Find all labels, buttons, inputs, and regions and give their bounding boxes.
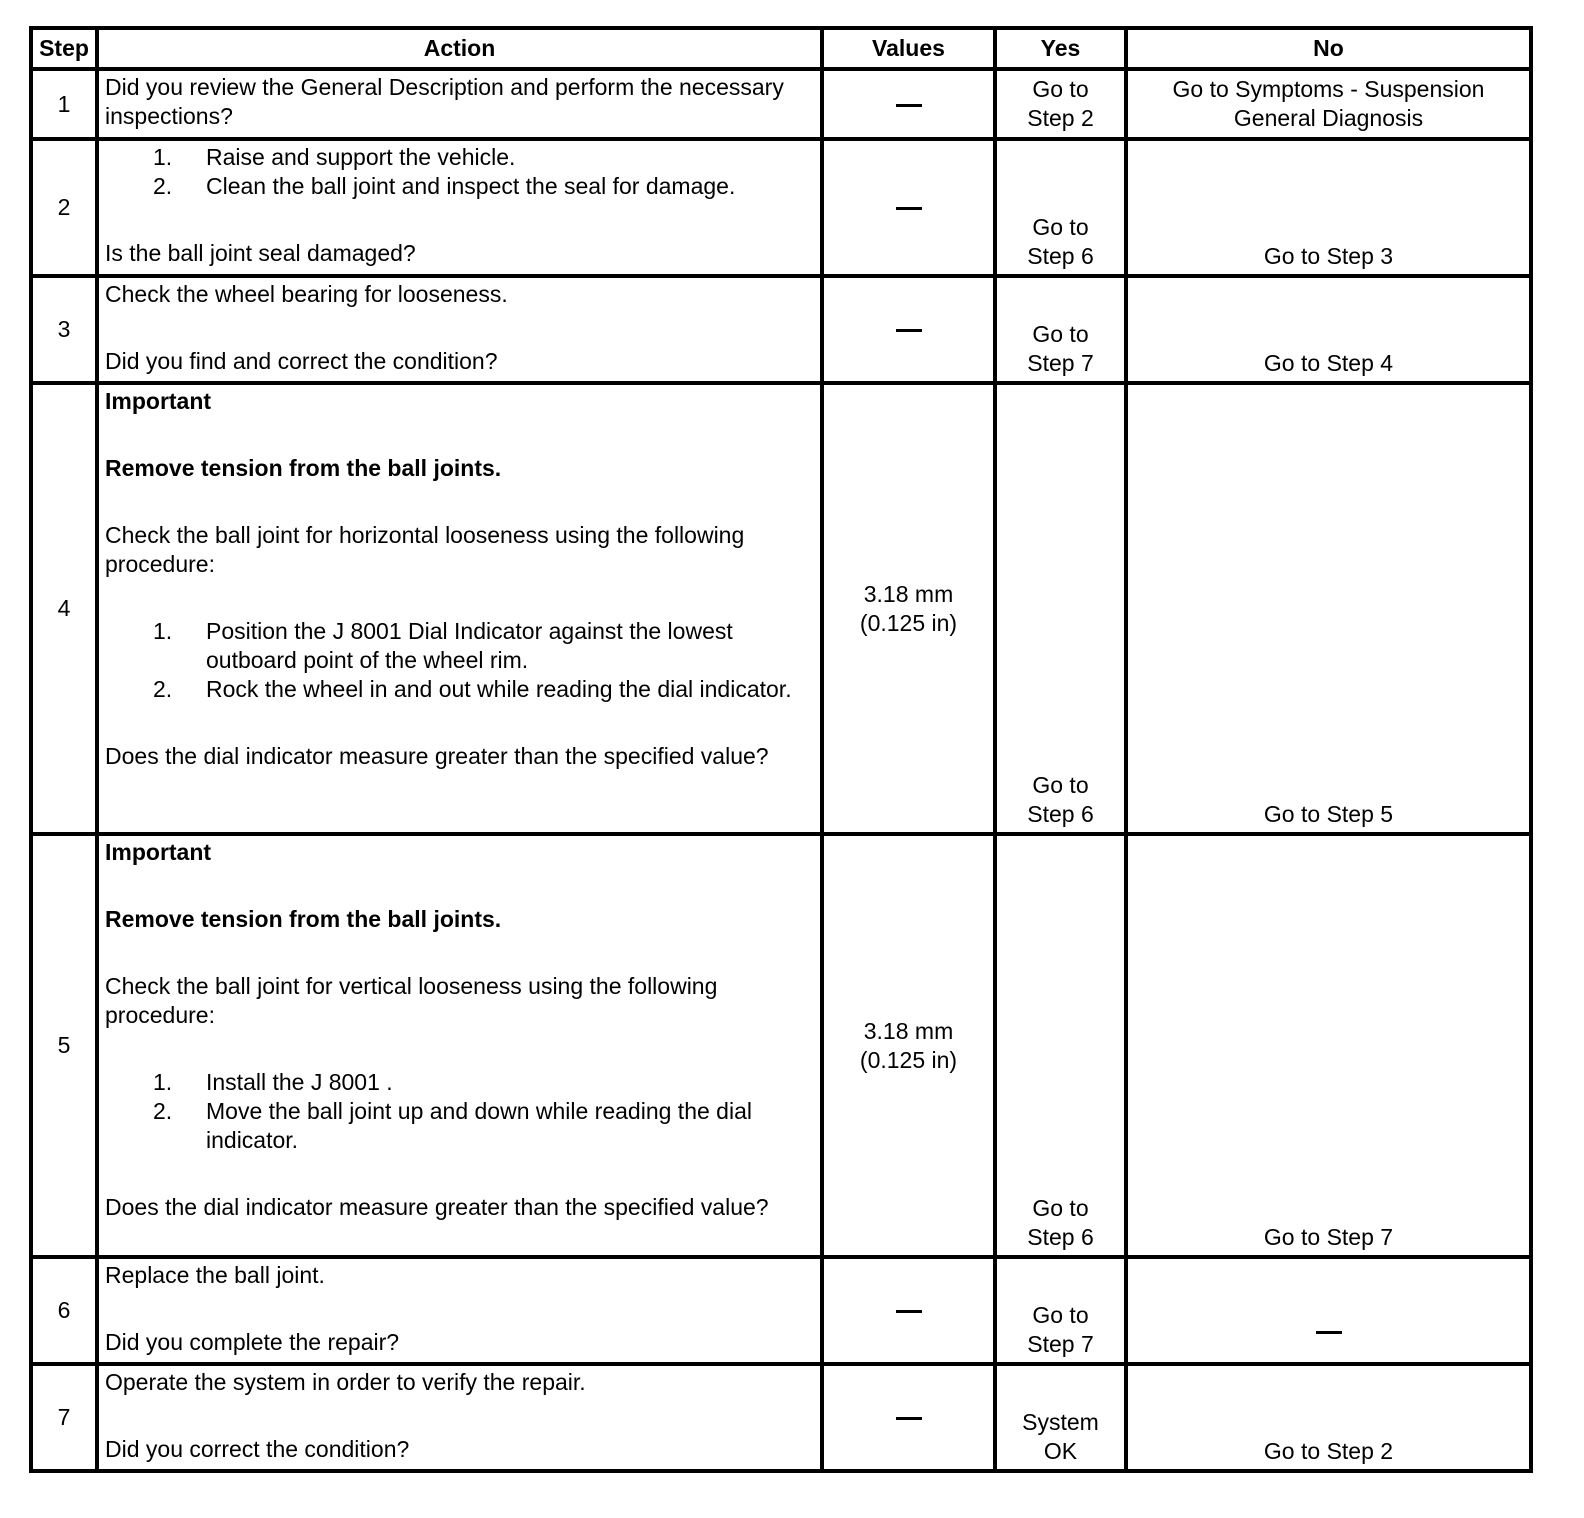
important-note: Remove tension from the ball joints. [105, 455, 502, 481]
action-cell [97, 276, 822, 383]
no-link[interactable]: Go to Step 2 [1263, 1438, 1394, 1464]
header-values: Values [822, 28, 995, 69]
action-intro: Replace the ball joint. [105, 1262, 325, 1288]
no-cell [1126, 139, 1531, 276]
header-yes: Yes [995, 28, 1126, 69]
yes-cell [995, 69, 1126, 139]
procedure-list [105, 1068, 812, 1155]
action-cell [97, 69, 822, 139]
dash-mark [896, 104, 922, 107]
table-row [31, 383, 1531, 834]
table-row [31, 276, 1531, 383]
no-link[interactable]: Go to Step 4 [1263, 350, 1394, 376]
no-cell [1126, 69, 1531, 139]
yes-cell [995, 1257, 1126, 1364]
list-item: 2. Move the ball joint up and down while reading the dial indicator. [153, 1098, 752, 1153]
yes-cell [995, 834, 1126, 1257]
step-number: 5 [31, 834, 97, 1257]
action-check: Check the ball joint for vertical looseness using the following procedure: [105, 973, 718, 1028]
step-number: 3 [31, 276, 97, 383]
action-cell [97, 1364, 822, 1471]
yes-link[interactable]: Go to Step 6 [1027, 772, 1094, 827]
no-cell [1126, 276, 1531, 383]
yes-link[interactable]: Go to Step 2 [1027, 76, 1094, 131]
action-cell [97, 139, 822, 276]
table-row [31, 1364, 1531, 1471]
spec-value: 3.18 mm (0.125 in) [859, 1017, 958, 1073]
yes-link[interactable]: Go to Step 6 [1027, 214, 1094, 269]
table-row [31, 1257, 1531, 1364]
no-cell [1126, 1257, 1531, 1364]
list-item: 1. Raise and support the vehicle. [153, 144, 516, 170]
values-cell [822, 1257, 995, 1364]
yes-link[interactable]: Go to Step 7 [1027, 321, 1094, 376]
yes-cell [995, 139, 1126, 276]
step-number: 1 [31, 69, 97, 139]
action-check: Check the ball joint for horizontal looseness using the following procedure: [105, 522, 745, 577]
list-item: 1. Install the J 8001 . [153, 1069, 393, 1095]
yes-link[interactable]: Go to Step 6 [1027, 1195, 1094, 1250]
dash-mark [1316, 1331, 1342, 1334]
dash-mark [896, 1417, 922, 1420]
action-question: Is the ball joint seal damaged? [105, 240, 416, 266]
no-cell [1126, 834, 1531, 1257]
procedure-list [105, 143, 812, 201]
values-cell [822, 1364, 995, 1471]
list-item: 1. Position the J 8001 Dial Indicator against the lowest outboard point of the wheel rim. [153, 618, 733, 673]
yes-link[interactable]: Go to Step 7 [1027, 1302, 1094, 1357]
yes-cell [995, 276, 1126, 383]
important-label: Important [105, 388, 212, 414]
no-link[interactable]: Go to Step 3 [1263, 243, 1394, 269]
action-question: Did you complete the repair? [105, 1329, 400, 1355]
no-cell [1126, 383, 1531, 834]
no-link[interactable]: Go to Symptoms - Suspension General Diagnosis [1172, 76, 1485, 131]
action-cell [97, 383, 822, 834]
step-number: 4 [31, 383, 97, 834]
dash-mark [896, 207, 922, 210]
values-cell [822, 834, 995, 1257]
values-cell [822, 139, 995, 276]
action-question: Does the dial indicator measure greater than the specified value? [105, 743, 769, 769]
procedure-list [105, 617, 812, 704]
list-item: 2. Clean the ball joint and inspect the seal for damage. [153, 173, 736, 199]
no-link[interactable]: Go to Step 7 [1263, 1224, 1394, 1250]
dash-mark [896, 329, 922, 332]
header-no: No [1126, 28, 1531, 69]
action-question: Did you find and correct the condition? [105, 348, 498, 374]
yes-link[interactable]: System OK [1022, 1409, 1099, 1464]
step-number: 2 [31, 139, 97, 276]
step-number: 6 [31, 1257, 97, 1364]
table-row [31, 69, 1531, 139]
important-note: Remove tension from the ball joints. [105, 906, 502, 932]
yes-cell [995, 1364, 1126, 1471]
diagnostic-table [29, 26, 1533, 1473]
no-link[interactable]: Go to Step 5 [1263, 801, 1394, 827]
header-row [31, 28, 1531, 69]
action-cell [97, 834, 822, 1257]
table-row [31, 834, 1531, 1257]
header-action: Action [97, 28, 822, 69]
action-question: Does the dial indicator measure greater than the specified value? [105, 1194, 769, 1220]
action-cell [97, 1257, 822, 1364]
no-cell [1126, 1364, 1531, 1471]
action-intro: Check the wheel bearing for looseness. [105, 281, 508, 307]
yes-cell [995, 383, 1126, 834]
values-cell [822, 276, 995, 383]
values-cell [822, 69, 995, 139]
action-question: Did you correct the condition? [105, 1436, 410, 1462]
header-step: Step [31, 28, 97, 69]
dash-mark [896, 1310, 922, 1313]
list-item: 2. Rock the wheel in and out while reading the dial indicator. [153, 676, 792, 702]
table-row [31, 139, 1531, 276]
important-label: Important [105, 839, 212, 865]
action-question: Did you review the General Description and perform the necessary inspections? [105, 74, 784, 129]
spec-value: 3.18 mm (0.125 in) [859, 580, 958, 636]
values-cell [822, 383, 995, 834]
step-number: 7 [31, 1364, 97, 1471]
action-intro: Operate the system in order to verify the repair. [105, 1369, 586, 1395]
